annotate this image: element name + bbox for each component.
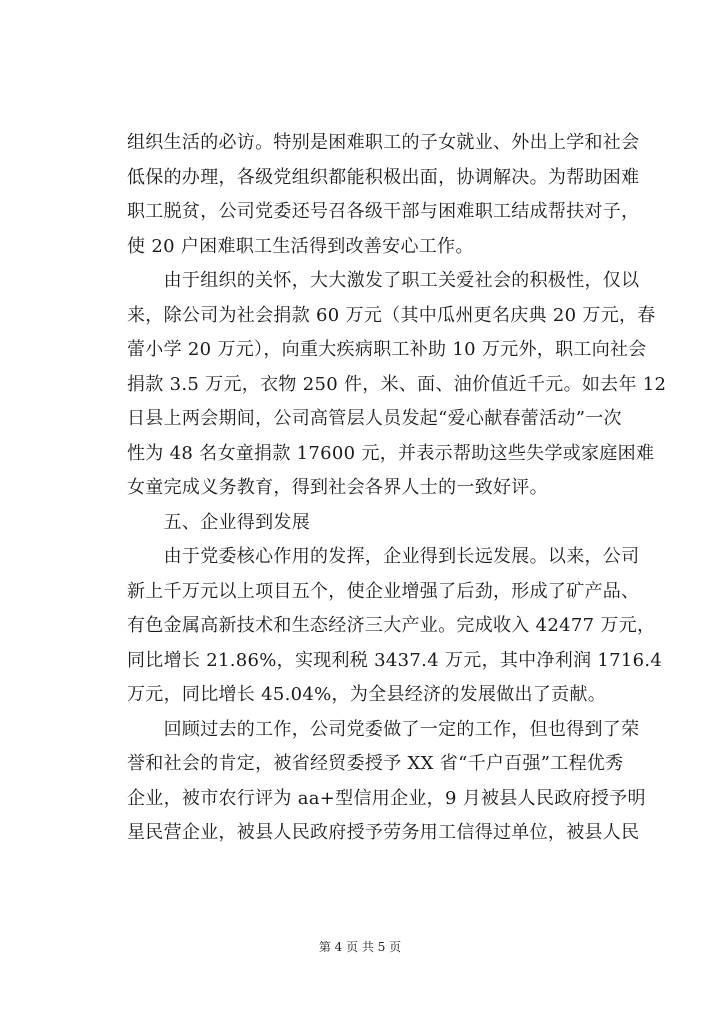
section-heading: 五、企业得到发展 — [127, 511, 310, 533]
text-line: 使 20 户困难职工生活得到改善安心工作。 — [127, 235, 474, 257]
body-text — [127, 126, 667, 851]
text-line: 新上千万元以上项目五个，使企业增强了后劲，形成了矿产品、 — [127, 580, 640, 602]
text-line: 日县上两会期间，公司高管层人员发起“爱心献春蕾活动”一次 — [127, 408, 622, 429]
text-line: 由于组织的关怀，大大激发了职工关爱社会的积极性，仅以 — [127, 270, 640, 291]
text-line: 蕾小学 20 万元），向重大疾病职工补助 10 万元外，职工向社会 — [127, 339, 647, 360]
text-line: 性为 48 名女童捐款 17600 元，并表示帮助这些失学或家庭困难 — [127, 442, 655, 464]
text-line: 来，除公司为社会捐款 60 万元（其中瓜州更名庆典 20 万元，春 — [127, 304, 656, 326]
text-line: 有色金属高新技术和生态经济三大产业。完成收入 42477 万元， — [127, 615, 656, 636]
text-line: 女童完成义务教育，得到社会各界人士的一致好评。 — [127, 477, 548, 498]
text-line: 捐款 3.5 万元，衣物 250 件，米、面、油价值近千元。如去年 12 — [127, 373, 667, 395]
text-line: 万元，同比增长 45.04%，为全县经济的发展做出了贡献。 — [127, 684, 607, 705]
text-line: 低保的办理，各级党组织都能积极出面，协调解决。为帮助困难 — [127, 166, 640, 188]
text-line: 回顾过去的工作，公司党委做了一定的工作，但也得到了荣 — [127, 718, 640, 740]
page-number-footer: 第 4 页 共 5 页 — [318, 940, 402, 954]
text-line: 由于党委核心作用的发挥，企业得到长远发展。以来，公司 — [127, 546, 640, 567]
text-line: 企业，被市农行评为 aa+型信用企业，9 月被县人民政府授予明 — [127, 787, 646, 809]
text-line: 誉和社会的肯定，被省经贸委授予 XX 省“千户百强”工程优秀 — [127, 753, 624, 774]
text-line: 职工脱贫，公司党委还号召各级干部与困难职工结成帮扶对子， — [127, 201, 640, 222]
text-line: 同比增长 21.86%，实现利税 3437.4 万元，其中净利润 1716.4 — [127, 649, 663, 671]
text-line: 组织生活的必访。特别是困难职工的子女就业、外出上学和社会 — [127, 132, 640, 153]
text-line: 星民营企业，被县人民政府授予劳务用工信得过单位，被县人民 — [127, 822, 640, 843]
